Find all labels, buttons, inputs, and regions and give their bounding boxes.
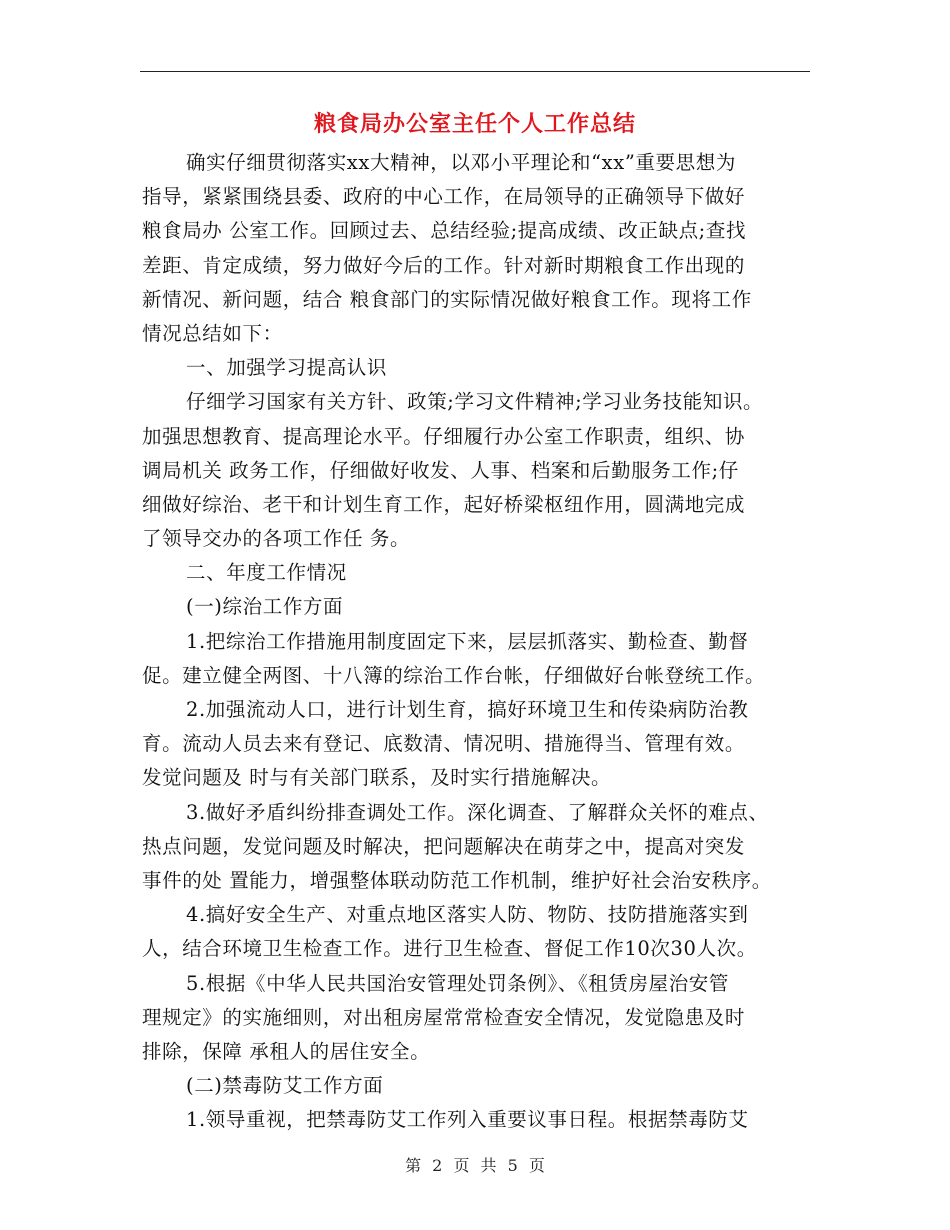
body-line: 2.加强流动人口，进行计划生育，搞好环境卫生和传染病防治教 <box>186 698 749 721</box>
body-line: 1.领导重视，把禁毒防艾工作列入重要议事日程。根据禁毒防艾 <box>186 1108 749 1132</box>
body-line: 调局机关 政务工作，仔细做好收发、人事、档案和后勤服务工作;仔 <box>142 458 739 482</box>
body-line: 3.做好矛盾纠纷排查调处工作。深化调查、了解群众关怀的难点、 <box>186 800 769 824</box>
header-rule <box>140 71 810 72</box>
body-line: 确实仔细贯彻落实xx大精神，以邓小平理论和“xx”重要思想为 <box>186 151 736 174</box>
body-line: 情况总结如下： <box>142 321 283 345</box>
body-line: 新情况、新问题，结合 粮食部门的实际情况做好粮食工作。现将工作 <box>142 287 752 311</box>
page-footer: 第 2 页 共 5 页 <box>405 1156 545 1175</box>
body-line: 4.搞好安全生产、对重点地区落实人防、物防、技防措施落实到 <box>186 903 749 927</box>
body-line: 指导，紧紧围绕县委、政府的中心工作，在局领导的正确领导下做好 <box>142 185 746 209</box>
body-line: 了领导交办的各项工作任 务。 <box>142 527 411 551</box>
body-line: 排除，保障 承租人的居住安全。 <box>142 1039 431 1063</box>
body-line: 细做好综治、老干和计划生育工作，起好桥梁枢纽作用，圆满地完成 <box>142 492 746 516</box>
body-line: 热点问题，发觉问题及时解决，把问题解决在萌芽之中，提高对突发 <box>142 834 746 858</box>
body-line: 二、年度工作情况 <box>186 561 347 585</box>
body-line: (一)综治工作方面 <box>186 595 344 619</box>
body-line: 育。流动人员去来有登记、底数清、情况明、措施得当、管理有效。 <box>142 732 746 756</box>
document-body <box>142 146 814 1137</box>
body-line: 加强思想教育、提高理论水平。仔细履行办公室工作职责，组织、协 <box>142 424 746 448</box>
body-line: 1.把综治工作措施用制度固定下来，层层抓落实、勤检查、勤督 <box>186 629 749 653</box>
body-line: 差距、肯定成绩，努力做好今后的工作。针对新时期粮食工作出现的 <box>142 253 746 277</box>
body-line: 理规定》的实施细则，对出租房屋常常检查安全情况，发觉隐患及时 <box>142 1005 746 1029</box>
body-line: 人，结合环境卫生检查工作。进行卫生检查、督促工作10次30人次。 <box>142 937 757 961</box>
body-line: 一、加强学习提高认识 <box>186 356 388 380</box>
body-line: 5.根据《中华人民共国治安管理处罚条例》、《租赁房屋治安管 <box>186 971 730 995</box>
body-line: 粮食局办 公室工作。回顾过去、总结经验;提高成绩、改正缺点;查找 <box>142 219 747 243</box>
body-line: 发觉问题及 时与有关部门联系，及时实行措施解决。 <box>142 766 612 790</box>
document-title: 粮食局办公室主任个人工作总结 <box>313 112 636 137</box>
body-line: 事件的处 置能力，增强整体联动防范工作机制，维护好社会治安秩序。 <box>142 868 772 892</box>
body-line: (二)禁毒防艾工作方面 <box>186 1074 384 1098</box>
body-line: 促。建立健全两图、十八簿的综治工作台帐，仔细做好台帐登统工作。 <box>142 663 766 687</box>
body-line: 仔细学习国家有关方针、政策;学习文件精神;学习业务技能知识。 <box>186 390 764 414</box>
